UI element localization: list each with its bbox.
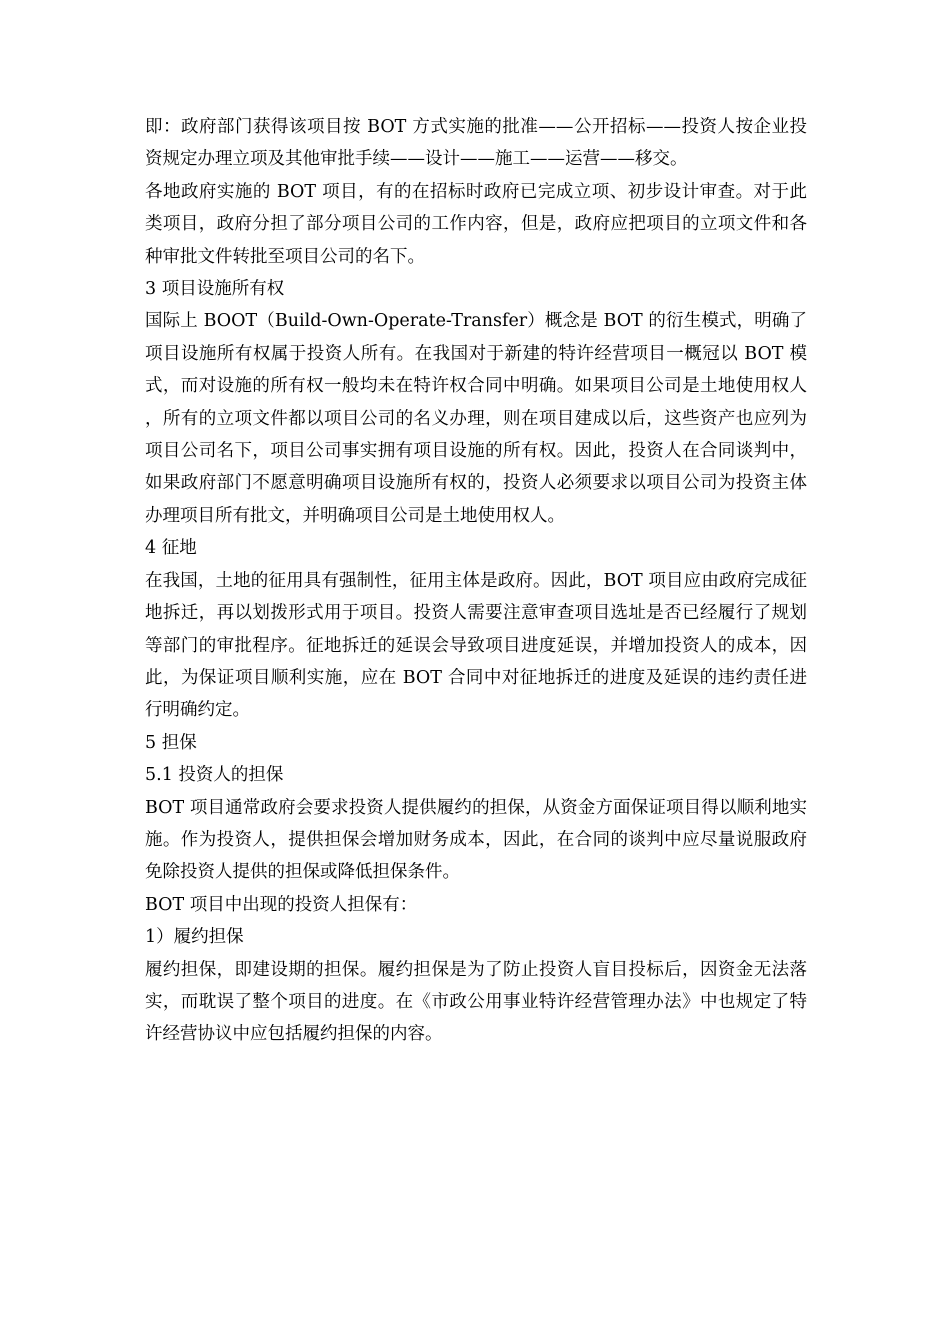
paragraph-bot-procedure: 即：政府部门获得该项目按 BOT 方式实施的批准——公开招标——投资人按企业投资规定办理立项及其他审批手续——设计——施工——运营——移交。: [145, 117, 807, 170]
section-heading-land-acquisition: 4 征地: [145, 538, 197, 559]
list-heading-performance-guarantee: 1）履约担保: [145, 927, 244, 948]
paragraph-land-acquisition: 在我国，土地的征用具有强制性，征用主体是政府。因此，BOT 项目应由政府完成征地拆迁，再以划拨形式用于项目。投资人需要注意审查项目选址是否已经履行了规划等部门的审批程序。征地拆迁的延误会导致项目进度延误，并增加投资人的成本，因此，为保证项目顺利实施，应在 BOT 合同中对征地拆迁的进度及延误的违约责任进行明确约定。: [145, 570, 807, 721]
document-body: [145, 111, 807, 1051]
section-heading-guarantee: 5 担保: [145, 732, 197, 753]
paragraph-government-bot-projects: 各地政府实施的 BOT 项目，有的在招标时政府已完成立项、初步设计审查。对于此类项目，政府分担了部分项目公司的工作内容，但是，政府应把项目的立项文件和各种审批文件转批至项目公司的名下。: [145, 181, 807, 267]
subsection-heading-investor-guarantee: 5.1 投资人的担保: [145, 765, 284, 786]
paragraph-performance-guarantee: 履约担保，即建设期的担保。履约担保是为了防止投资人盲目投标后，因资金无法落实，而耽误了整个项目的进度。在《市政公用事业特许经营管理办法》中也规定了特许经营协议中应包括履约担保的内容。: [145, 959, 807, 1045]
paragraph-guarantee-types-intro: BOT 项目中出现的投资人担保有：: [145, 894, 418, 915]
section-heading-ownership: 3 项目设施所有权: [145, 279, 285, 300]
paragraph-investor-guarantee: BOT 项目通常政府会要求投资人提供履约的担保，从资金方面保证项目得以顺利地实施。作为投资人，提供担保会增加财务成本，因此，在合同的谈判中应尽量说服政府免除投资人提供的担保或降低担保条件。: [145, 797, 807, 883]
paragraph-ownership: 国际上 BOOT（Build-Own-Operate-Transfer）概念是 BOT 的衍生模式，明确了项目设施所有权属于投资人所有。在我国对于新建的特许经营项目一概冠以 BOT 模式，而对设施的所有权一般均未在特许权合同中明确。如果项目公司是土地使用权人，所有的立项文件都以项目公司的名义办理，则在项目建成以后，这些资产也应列为项目公司名下，项目公司事实拥有项目设施的所有权。因此，投资人在合同谈判中，如果政府部门不愿意明确项目设施所有权的，投资人必须要求以项目公司为投资主体办理项目所有批文，并明确项目公司是土地使用权人。: [145, 311, 807, 526]
